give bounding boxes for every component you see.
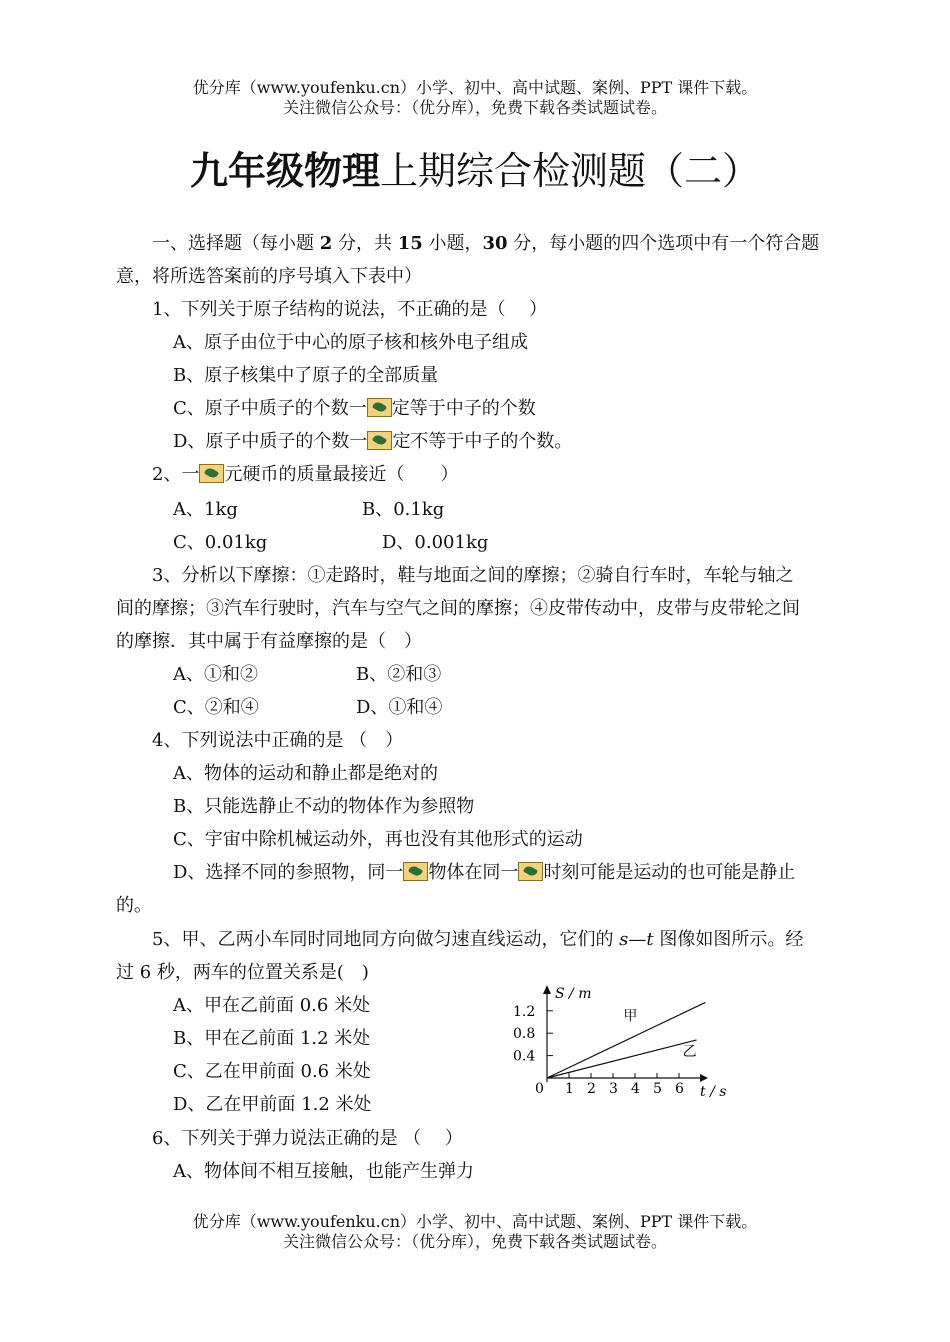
q5-option-b: B、甲在乙前面 1.2 米处 [173, 1028, 371, 1049]
series-label-2: 乙 [682, 1043, 697, 1060]
q1-option-b: B、原子核集中了原子的全部质量 [173, 365, 439, 386]
q4-option-a: A、物体的运动和静止都是绝对的 [173, 763, 438, 784]
series-label-1: 甲 [623, 1008, 638, 1025]
q4-d-part2: 物体在同一 [428, 862, 519, 883]
origin-label: 0 [535, 1081, 544, 1097]
q2-option-d: D、0.001kg [382, 532, 489, 553]
q1-option-a: A、原子由位于中心的原子核和核外电子组成 [173, 332, 528, 353]
q5-option-c: C、乙在甲前面 0.6 米处 [173, 1061, 371, 1082]
pen-icon [403, 862, 428, 881]
y-axis-label: S / m [555, 986, 592, 1002]
y-tick-label: 0.8 [513, 1026, 536, 1043]
q4-option-d [173, 861, 795, 885]
page-title [0, 140, 950, 195]
intro-d: 分，每小题的四个选项中有一个符合题 [507, 233, 820, 254]
q2-option-c: C、0.01kg [173, 532, 268, 553]
q6-option-a: A、物体间不相互接触，也能产生弹力 [173, 1161, 474, 1182]
x-tick-label: 6 [675, 1081, 684, 1097]
x-tick-label: 1 [565, 1081, 574, 1097]
x-tick-label: 3 [609, 1081, 618, 1097]
y-tick-label: 1.2 [513, 1003, 536, 1020]
x-axis-arrow [700, 1074, 708, 1082]
q1-d-part2: 定不等于中子的个数。 [392, 431, 573, 452]
q6-stem: 6、下列关于弹力说法正确的是 （ ） [152, 1128, 463, 1149]
y-axis-arrow [543, 985, 551, 994]
q3-line2: 间的摩擦；③汽车行驶时，汽车与空气之间的摩擦；④皮带传动中，皮带与皮带轮之间 [116, 598, 800, 619]
q2-stem [152, 463, 458, 487]
q2-option-a: A、1kg [173, 499, 238, 520]
y-tick-label: 0.4 [513, 1048, 536, 1065]
q3-option-a: A、①和② [173, 664, 258, 685]
q5-line1 [152, 928, 803, 952]
q5-option-a: A、甲在乙前面 0.6 米处 [173, 995, 371, 1016]
section-intro [152, 232, 819, 256]
section-intro-line2: 意，将所选答案前的序号填入下表中） [116, 266, 422, 287]
series-line-2 [547, 1040, 697, 1078]
q4-stem: 4、下列说法中正确的是 （ ） [152, 730, 404, 751]
footer-line-1: 优分库（www.youfenku.cn）小学、初中、高中试题、案例、PPT 课件下载。 [192, 1212, 758, 1231]
pen-icon [367, 398, 392, 417]
header-line-1: 优分库（www.youfenku.cn）小学、初中、高中试题、案例、PPT 课件下载。 [192, 78, 758, 97]
q1-d-part1: D、原子中质子的个数一 [173, 431, 368, 452]
q5-line1-a: 5、甲、乙两小车同时同地同方向做匀速直线运动，它们的 [152, 929, 620, 950]
q4-option-c: C、宇宙中除机械运动外，再也没有其他形式的运动 [173, 829, 583, 850]
q4-option-d-cont: 的。 [116, 895, 152, 916]
q1-stem: 1、下列关于原子结构的说法，不正确的是（ ） [152, 299, 548, 320]
q1-option-d [173, 430, 572, 454]
q1-c-part1: C、原子中质子的个数一 [173, 398, 367, 419]
q1-c-part2: 定等于中子的个数 [391, 398, 536, 419]
intro-n3: 30 [482, 233, 508, 254]
q2-stem-part2: 元硬币的质量最接近（ ） [224, 464, 459, 485]
title-rest: 上期综合检测题（二） [380, 149, 761, 193]
q5-t-var: t [646, 929, 654, 950]
x-tick-label: 5 [653, 1081, 662, 1097]
q5-line2: 过 6 秒，两车的位置关系是( ) [116, 962, 369, 983]
q4-d-part3: 时刻可能是运动的也可能是静止 [543, 862, 796, 883]
intro-b: 分，共 [332, 233, 398, 254]
q2-stem-part1: 2、一 [152, 464, 200, 485]
q3-option-d: D、①和④ [356, 697, 443, 718]
intro-c: 小题， [422, 233, 483, 254]
q3-line3: 的摩擦．其中属于有益摩擦的是（ ） [116, 631, 422, 652]
pen-icon [518, 862, 543, 881]
x-axis-label: t / s [700, 1084, 727, 1100]
x-tick-label: 4 [631, 1081, 640, 1097]
q1-option-c [173, 397, 536, 421]
header-line-2: 关注微信公众号：（优分库），免费下载各类试题试卷。 [282, 98, 667, 117]
x-tick-label: 2 [587, 1081, 596, 1097]
q2-option-b: B、0.1kg [362, 499, 445, 520]
q3-option-b: B、②和③ [356, 664, 442, 685]
pen-icon [367, 431, 392, 450]
q5-s-var: s [619, 929, 629, 950]
footer-line-2: 关注微信公众号：（优分库），免费下载各类试题试卷。 [282, 1232, 667, 1251]
q3-line1: 3、分析以下摩擦：①走路时，鞋与地面之间的摩擦；②骑自行车时，车轮与轴之 [152, 565, 794, 586]
q5-line1-b: 图像如图所示。经 [653, 929, 804, 950]
intro-n1: 2 [319, 233, 333, 254]
title-bold: 九年级物理 [189, 149, 380, 193]
q4-option-b: B、只能选静止不动的物体作为参照物 [173, 796, 475, 817]
q5-option-d: D、乙在甲前面 1.2 米处 [173, 1094, 372, 1115]
q3-option-c: C、②和④ [173, 697, 259, 718]
q5-dash: — [628, 929, 647, 950]
q4-d-part1: D、选择不同的参照物，同一 [173, 862, 404, 883]
intro-n2: 15 [397, 233, 423, 254]
intro-a: 一、选择题（每小题 [152, 233, 320, 254]
pen-icon [199, 464, 224, 483]
st-graph [500, 980, 740, 1105]
